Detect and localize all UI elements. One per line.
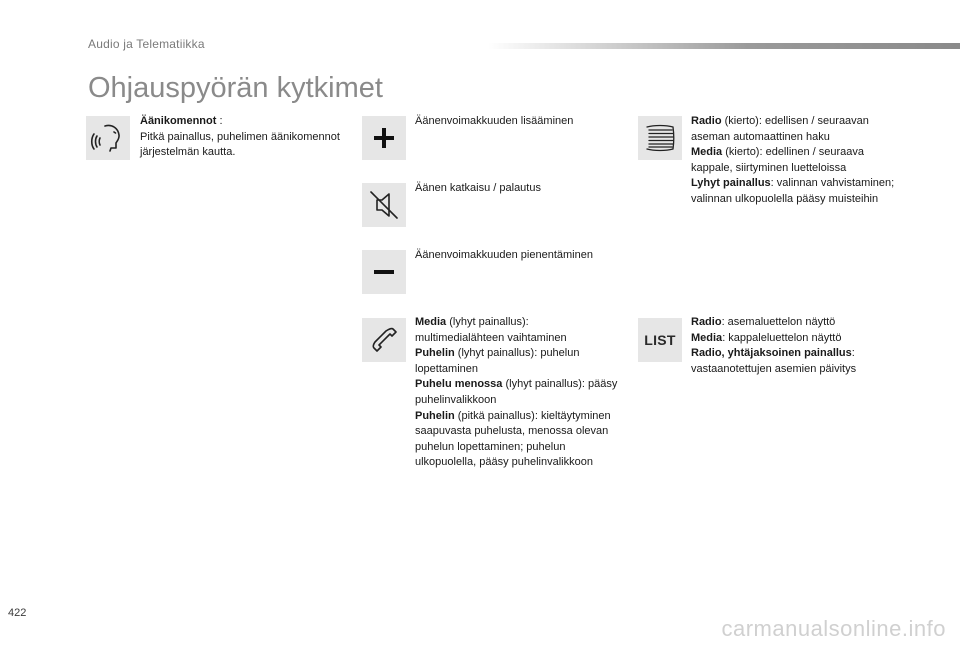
- list-button-icon: [638, 318, 682, 362]
- plus-icon: [362, 116, 406, 160]
- section-header: Audio ja Telematiikka: [88, 37, 205, 51]
- page-title: Ohjauspyörän kytkimet: [88, 72, 383, 104]
- phone-button-description: Media (lyhyt painallus): multimedialähteen vaihtaminen Puhelin (lyhyt painallus): puhelun lopettaminen Puhelu menossa (lyhyt painallus): pääsy puhelinvalikkoon Puhelin (pitkä painallus): kieltäytyminen saapuvasta puhelusta, menossa olevan puhelun lopettaminen; puhelun ulkopuolella, pääsy puhelinvalikkoon: [415, 316, 618, 469]
- volume-up-description: Äänenvoimakkuuden lisääminen: [415, 115, 574, 127]
- minus-icon: [362, 250, 406, 294]
- list-label: LIST: [644, 332, 676, 348]
- mute-icon: [362, 183, 406, 227]
- voice-command-description: Äänikomennot : Pitkä painallus, puhelimen äänikomennot järjestelmän kautta.: [140, 115, 340, 159]
- list-button-description: Radio: asemaluettelon näyttö Media: kappaleluettelon näyttö Radio, yhtäjaksoinen painallus: vastaanotettujen asemien päivitys: [691, 316, 857, 375]
- scroll-wheel-icon: [638, 116, 682, 160]
- header-bar: [488, 43, 960, 49]
- voice-command-icon: [86, 116, 130, 160]
- page-number: 422: [8, 607, 27, 619]
- watermark: carmanualsonline.info: [721, 616, 946, 641]
- phone-icon: [362, 318, 406, 362]
- mute-description: Äänen katkaisu / palautus: [415, 182, 541, 194]
- scroll-wheel-description: Radio (kierto): edellisen / seuraavan aseman automaattinen haku Media (kierto): edellinen / seuraava kappale, siirtyminen luetteloissa Lyhyt painallus: valinnan vahvistaminen; valinnan ulkopuolella pääsy muisteihin: [691, 115, 895, 205]
- volume-down-description: Äänenvoimakkuuden pienentäminen: [415, 249, 593, 261]
